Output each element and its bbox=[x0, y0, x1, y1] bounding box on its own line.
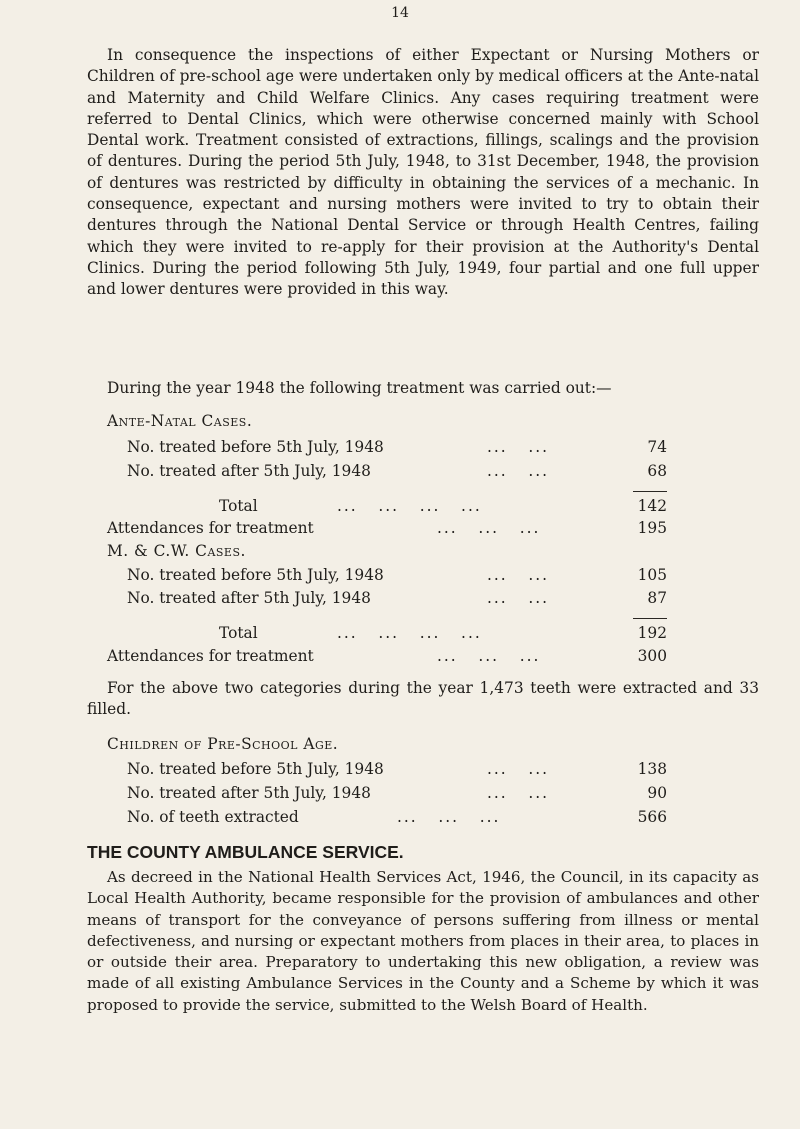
row-label: No. treated before 5th July, 1948 bbox=[127, 438, 384, 456]
row-value: 105 bbox=[637, 566, 667, 584]
row-label: Total bbox=[219, 497, 258, 515]
row-label: No. treated after 5th July, 1948 bbox=[127, 589, 371, 607]
ante-natal-total-row bbox=[127, 497, 713, 519]
total-rule bbox=[633, 618, 667, 619]
mcw-heading: M. & C.W. Cases. bbox=[107, 542, 246, 560]
row-value: 566 bbox=[637, 808, 667, 826]
leader-dots: ... ... ... bbox=[437, 519, 541, 537]
leader-dots: ... ... ... ... bbox=[337, 497, 482, 515]
row-value: 138 bbox=[637, 760, 667, 778]
row-value: 195 bbox=[637, 519, 667, 537]
mcw-after-row bbox=[127, 589, 713, 611]
ante-natal-before-row bbox=[127, 438, 713, 460]
leader-dots: ... ... bbox=[487, 784, 550, 802]
mcw-before-row bbox=[127, 566, 713, 588]
row-label: No. treated after 5th July, 1948 bbox=[127, 462, 371, 480]
ante-natal-after-row bbox=[127, 462, 713, 484]
row-label: Total bbox=[219, 624, 258, 642]
ambulance-paragraph: As decreed in the National Health Services Act, 1946, the Council, in its capacity as Local Health Authority, became responsible for the provision of ambulances and other means of transport for the conveyance of persons suffering from illness or mental defectiveness, and nursing or expectant mothers from places in their area, to places in or outside their area. Preparatory to undertaking this new obligation, a review was made of all existing Ambulance Services in the County and a Scheme by which it was proposed to provide the service, submitted to the Welsh Board of Health. bbox=[87, 868, 759, 1014]
row-value: 90 bbox=[647, 784, 667, 802]
preschool-heading: Children of Pre-School Age. bbox=[107, 735, 339, 753]
row-label: No. treated before 5th July, 1948 bbox=[127, 760, 384, 778]
row-value: 142 bbox=[637, 497, 667, 515]
page-number: 14 bbox=[391, 5, 409, 21]
extraction-note: For the above two categories during the year 1,473 teeth were extracted and 33 filled. bbox=[87, 679, 759, 719]
intro-paragraph: In consequence the inspections of either Expectant or Nursing Mothers or Children of pre-school age were undertaken only by medical officers at the Ante-natal and Maternity and Child Welfare Clinics. Any cases requiring treatment were referred to Dental Clinics, which were otherwise concerned mainly with School Dental work. Treatment consisted of extractions, fillings, scalings and the provision of dentures. During the period 5th July, 1948, to 31st December, 1948, the provision of dentures was restricted by difficulty in obtaining the services of a mechanic. In consequence, expectant and nursing mothers were invited to try to obtain their dentures through the National Dental Service or through Health Centres, failing which they were invited to re-apply for their provision at the Authority's Dental Clinics. During the period following 5th July, 1949, four partial and one full upper and lower dentures were provided in this way. bbox=[87, 46, 759, 299]
mcw-total-row bbox=[127, 624, 713, 646]
leader-dots: ... ... bbox=[487, 438, 550, 456]
row-value: 68 bbox=[647, 462, 667, 480]
total-rule bbox=[633, 491, 667, 492]
leader-dots: ... ... bbox=[487, 589, 550, 607]
ante-natal-attend-row bbox=[127, 519, 713, 541]
row-value: 192 bbox=[637, 624, 667, 642]
row-label: Attendances for treatment bbox=[107, 519, 314, 537]
row-label: No. treated after 5th July, 1948 bbox=[127, 784, 371, 802]
ambulance-heading: THE COUNTY AMBULANCE SERVICE. bbox=[87, 842, 404, 862]
leader-dots: ... ... bbox=[487, 760, 550, 778]
row-value: 74 bbox=[647, 438, 667, 456]
leader-dots: ... ... ... ... bbox=[337, 624, 482, 642]
treatment-intro: During the year 1948 the following treatment was carried out:— bbox=[107, 379, 612, 397]
row-label: Attendances for treatment bbox=[107, 647, 314, 665]
row-label: No. treated before 5th July, 1948 bbox=[127, 566, 384, 584]
leader-dots: ... ... bbox=[487, 566, 550, 584]
preschool-after-row bbox=[127, 784, 713, 806]
ante-natal-heading: Ante-Natal Cases. bbox=[107, 412, 253, 430]
leader-dots: ... ... ... bbox=[397, 808, 501, 826]
preschool-extracted-row bbox=[127, 808, 713, 830]
row-label: No. of teeth extracted bbox=[127, 808, 299, 826]
mcw-attend-row bbox=[127, 647, 713, 669]
row-value: 87 bbox=[647, 589, 667, 607]
leader-dots: ... ... bbox=[487, 462, 550, 480]
preschool-before-row bbox=[127, 760, 713, 782]
row-value: 300 bbox=[637, 647, 667, 665]
leader-dots: ... ... ... bbox=[437, 647, 541, 665]
